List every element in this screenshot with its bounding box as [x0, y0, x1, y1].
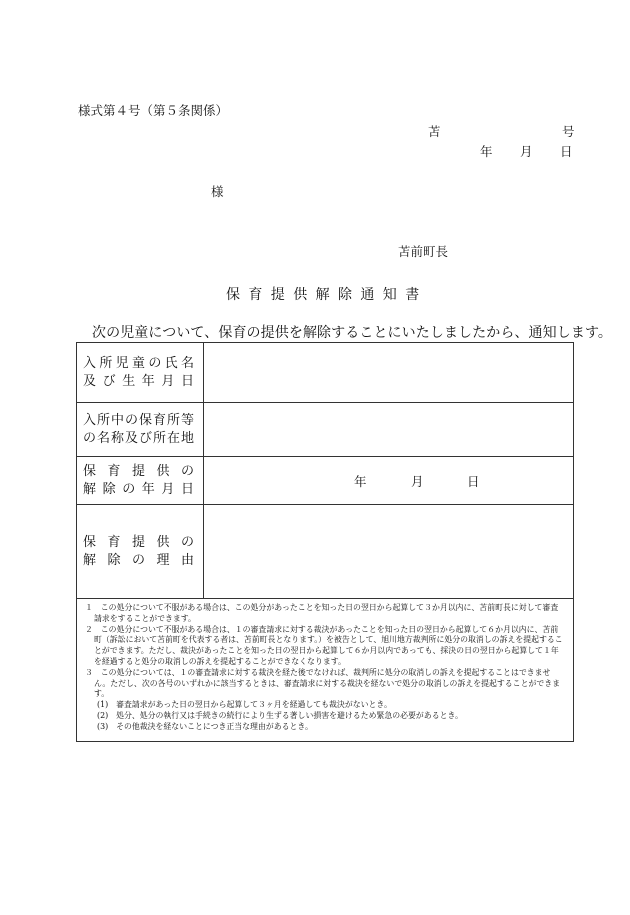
issue-date: [480, 142, 573, 160]
reason-value: [204, 505, 574, 599]
row-label-facility: [77, 403, 204, 457]
number-prefix: 苫: [428, 124, 441, 139]
termination-day: 日: [467, 473, 480, 489]
label-line: 及び生年月日: [83, 373, 194, 389]
row-label-termination-date: [77, 457, 204, 505]
label-line: 入所児童の氏名: [83, 355, 194, 371]
note-item: １ この処分について不服がある場合は、この処分があったことを知った日の翌日から起算して３か月以内に、苫前町長に対して審査請求をすることができます。: [85, 603, 559, 623]
table-row: [77, 343, 574, 403]
document-number: [428, 122, 575, 140]
number-suffix: 号: [562, 124, 575, 139]
label-line: 解除の理由: [83, 552, 194, 568]
label-line: 保育提供の: [83, 463, 194, 479]
issuer: 苫前町長: [398, 244, 449, 259]
issue-date-day: 日: [560, 144, 573, 159]
table-row: [77, 403, 574, 457]
form-id: 様式第４号（第５条関係）: [78, 103, 229, 118]
termination-month: 月: [411, 473, 424, 489]
table-row: [77, 457, 574, 505]
row-label-child: [77, 343, 204, 403]
label-line: 保育提供の: [83, 534, 194, 550]
label-line: の名称及び所在地: [83, 430, 194, 446]
child-name-birthdate-value: [204, 343, 574, 403]
termination-year: 年: [354, 473, 367, 489]
intro-text: 次の児童について、保育の提供を解除することにいたしましたから、通知します。: [92, 325, 613, 341]
sub-note-item: (3) その他裁決を経ないことにつき正当な理由があるとき。: [97, 721, 313, 731]
sub-note-item: (1) 審査請求があった日の翌日から起算して３ヶ月を経過しても裁決がないとき。: [97, 700, 392, 710]
label-line: 入所中の保育所等: [83, 412, 194, 428]
row-label-reason: [77, 505, 204, 599]
note-item: ２ この処分について不服がある場合は、１の審査請求に対する裁決があったことを知った日の翌日から起算して６か月以内に、苫前町（訴訟において苫前町を代表する者は、苫前町長となります。）を被告として、旭川地方裁判所に処分の取消しの訴えを提起することができます。ただし、裁決があったことを知った日の翌日から起算して６か月以内であっても、採決の日の翌日から起算して１年を経過すると処分の取消しの訴えを提起することができなくなります。: [85, 624, 563, 666]
addressee: 様: [211, 184, 224, 199]
label-line: 解除の年月日: [83, 481, 194, 497]
note-item: ３ この処分については、１の審査請求に対する裁決を経た後でなければ、裁判所に処分の取消しの訴えを提起することはできません。ただし、次の各号のいずれかに該当するときは、審査請求に対する裁決を経ないで処分の取消しの訴えを提起することができます。: [85, 667, 561, 699]
document-title: 保育提供解除通知書: [226, 287, 428, 303]
facility-value: [204, 403, 574, 457]
issue-date-month: 月: [520, 144, 533, 159]
notes-box: [76, 598, 574, 742]
sub-note-item: (2) 処分、処分の執行又は手続きの続行により生ずる著しい損害を避けるため緊急の必要があるとき。: [97, 710, 463, 720]
notice-table: [76, 342, 574, 599]
termination-date-value: [204, 457, 574, 505]
notes-cell: [77, 599, 574, 742]
issue-date-year: 年: [480, 144, 493, 159]
table-row: [77, 505, 574, 599]
